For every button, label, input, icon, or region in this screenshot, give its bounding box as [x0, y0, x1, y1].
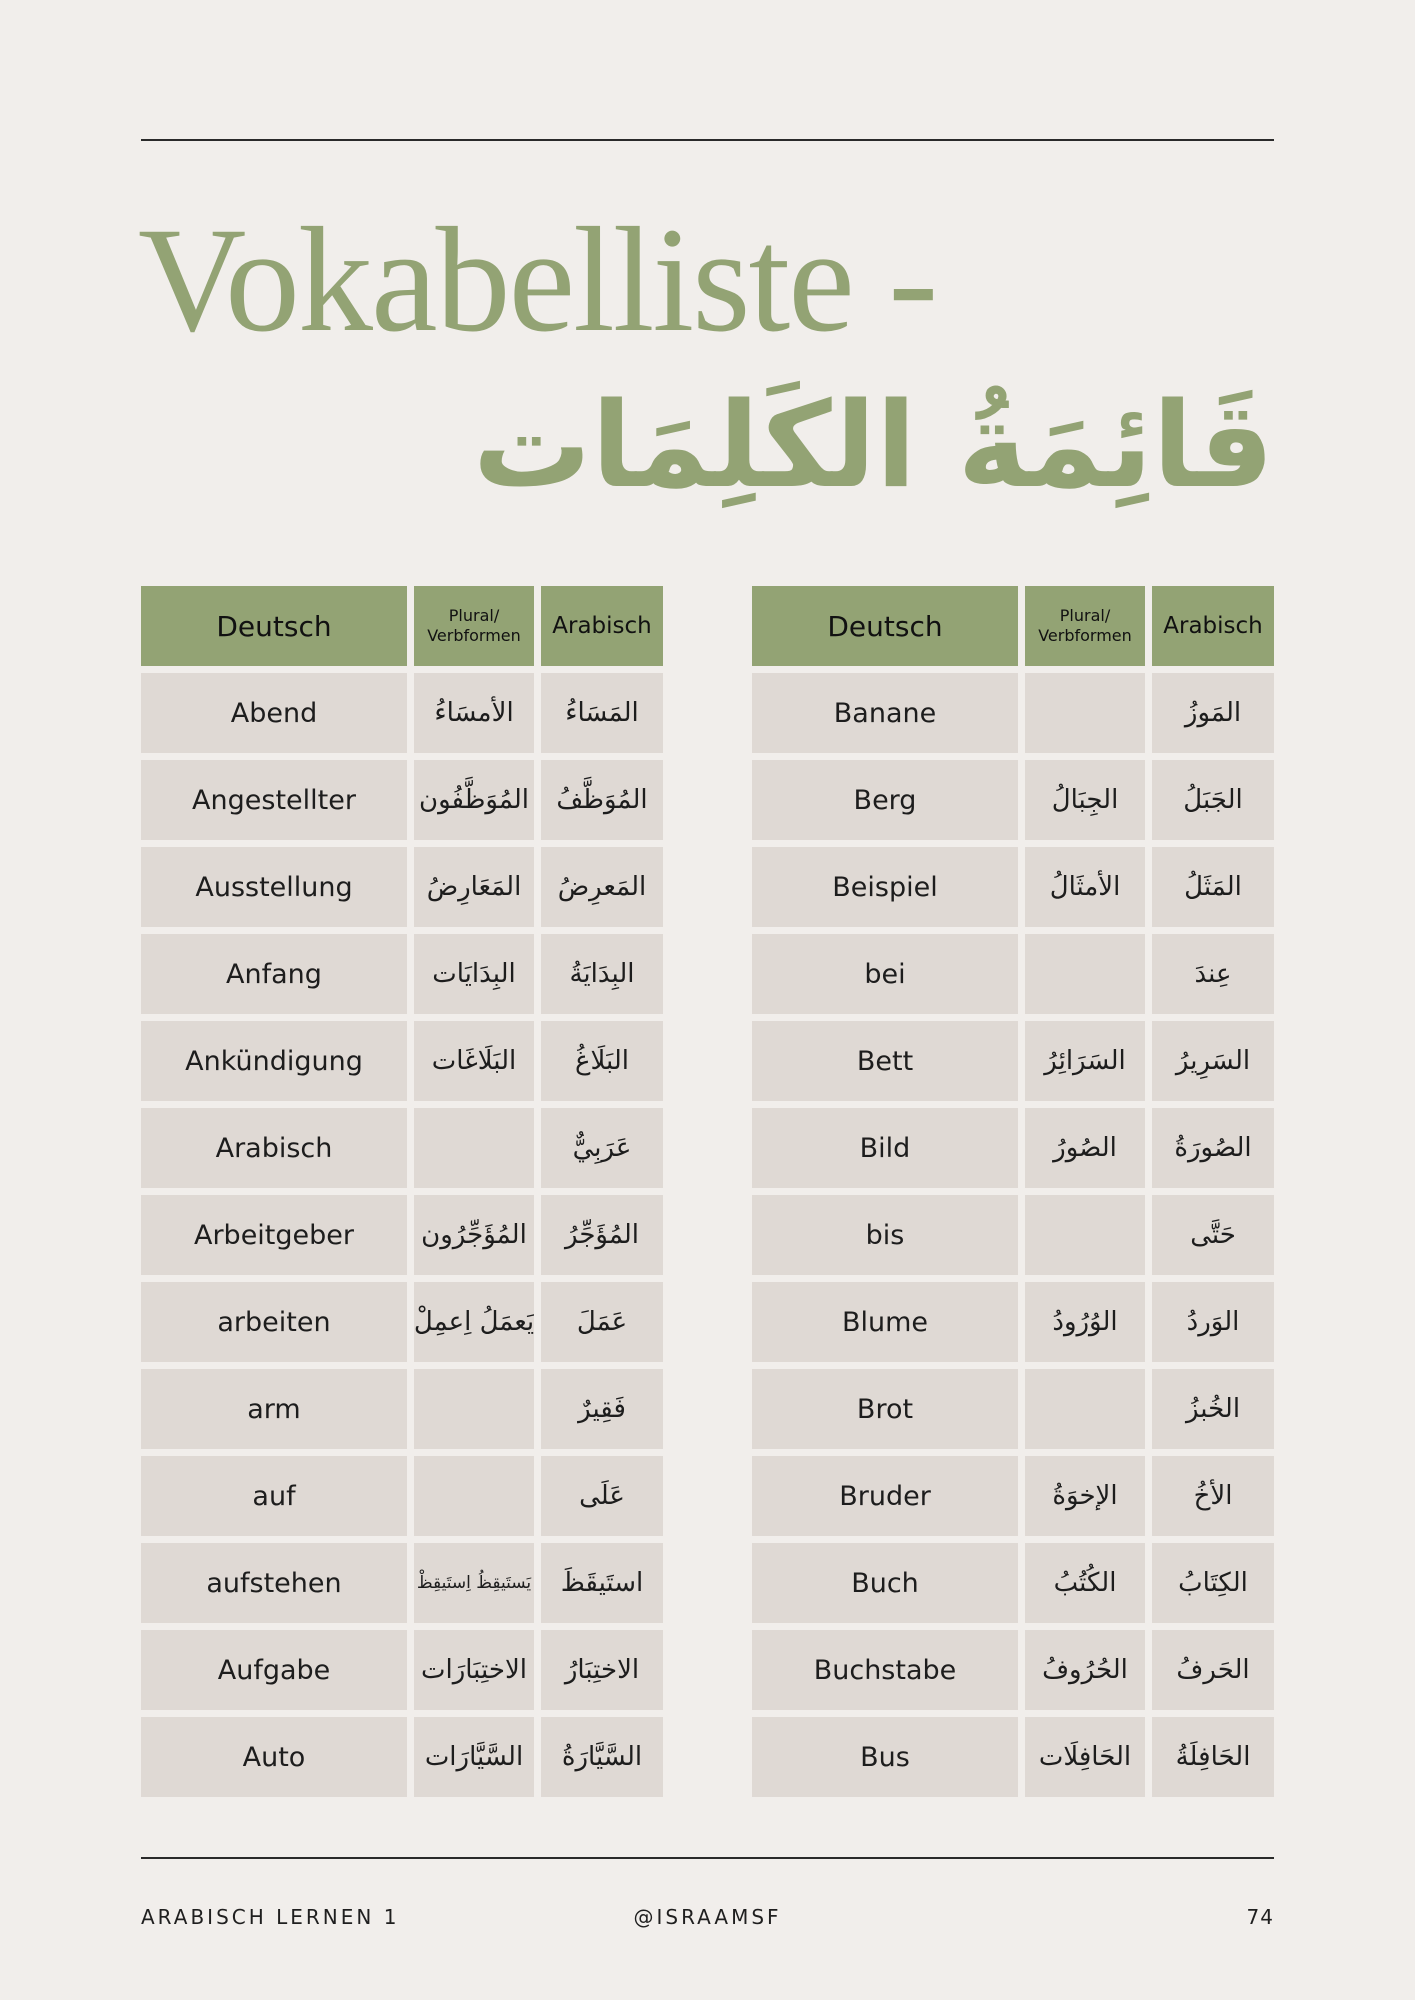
plural-cell: الجِبَالُ: [1025, 760, 1145, 840]
plural-cell: الإخوَةُ: [1025, 1456, 1145, 1536]
footer-handle: @ISRAAMSF: [633, 1905, 782, 1929]
plural-cell: السَّيَّارَات: [414, 1717, 534, 1797]
arabic-word-cell: الأخُ: [1152, 1456, 1274, 1536]
arabic-word-cell: الصُورَةُ: [1152, 1108, 1274, 1188]
german-word-cell: arm: [141, 1369, 407, 1449]
german-word-cell: Bus: [752, 1717, 1018, 1797]
plural-cell: الأمسَاءُ: [414, 673, 534, 753]
german-word-cell: bei: [752, 934, 1018, 1014]
german-word-cell: Arbeitgeber: [141, 1195, 407, 1275]
arabic-word-cell: المَعرِضُ: [541, 847, 663, 927]
vocab-table-left: [141, 586, 663, 1797]
german-word-cell: arbeiten: [141, 1282, 407, 1362]
arabic-word-cell: السَرِيرُ: [1152, 1021, 1274, 1101]
header-plural-label: Plural/ Verbformen: [1038, 606, 1132, 645]
german-word-cell: Ausstellung: [141, 847, 407, 927]
german-word-cell: Auto: [141, 1717, 407, 1797]
page-number: 74: [1246, 1905, 1274, 1929]
page-title-german: Vokabelliste -: [138, 197, 937, 363]
header-plural: [1025, 586, 1145, 666]
bottom-divider: [141, 1857, 1274, 1859]
arabic-word-cell: الاختِبَارُ: [541, 1630, 663, 1710]
plural-cell: البِدَايَات: [414, 934, 534, 1014]
plural-cell: السَرَائِرُ: [1025, 1021, 1145, 1101]
german-word-cell: auf: [141, 1456, 407, 1536]
german-word-cell: Angestellter: [141, 760, 407, 840]
german-word-cell: Buchstabe: [752, 1630, 1018, 1710]
arabic-word-cell: البَلَاغُ: [541, 1021, 663, 1101]
arabic-word-cell: استَيقَظَ: [541, 1543, 663, 1623]
arabic-word-cell: الحَافِلَةُ: [1152, 1717, 1274, 1797]
arabic-word-cell: البِدَايَةُ: [541, 934, 663, 1014]
german-word-cell: Bild: [752, 1108, 1018, 1188]
vocab-table-right: [752, 586, 1274, 1797]
top-divider: [141, 139, 1274, 141]
german-word-cell: Aufgabe: [141, 1630, 407, 1710]
plural-cell: [1025, 673, 1145, 753]
arabic-word-cell: حَتَّى: [1152, 1195, 1274, 1275]
plural-cell: المُؤَجِّرُون: [414, 1195, 534, 1275]
arabic-word-cell: عَرَبِيٌّ: [541, 1108, 663, 1188]
arabic-word-cell: الحَرفُ: [1152, 1630, 1274, 1710]
plural-cell: الأمثَالُ: [1025, 847, 1145, 927]
header-arabic: Arabisch: [1152, 586, 1274, 666]
german-word-cell: Anfang: [141, 934, 407, 1014]
arabic-word-cell: الكِتَابُ: [1152, 1543, 1274, 1623]
header-plural-label: Plural/ Verbformen: [427, 606, 521, 645]
german-word-cell: Arabisch: [141, 1108, 407, 1188]
german-word-cell: Blume: [752, 1282, 1018, 1362]
arabic-word-cell: الجَبَلُ: [1152, 760, 1274, 840]
plural-cell: الوُرُودُ: [1025, 1282, 1145, 1362]
german-word-cell: Brot: [752, 1369, 1018, 1449]
arabic-word-cell: الخُبزُ: [1152, 1369, 1274, 1449]
plural-cell: [1025, 934, 1145, 1014]
german-word-cell: Beispiel: [752, 847, 1018, 927]
german-word-cell: Ankündigung: [141, 1021, 407, 1101]
plural-cell: [1025, 1369, 1145, 1449]
german-word-cell: Banane: [752, 673, 1018, 753]
arabic-word-cell: المَوزُ: [1152, 673, 1274, 753]
german-word-cell: Bett: [752, 1021, 1018, 1101]
header-german: Deutsch: [141, 586, 407, 666]
plural-cell: الكُتُبُ: [1025, 1543, 1145, 1623]
plural-cell: البَلَاغَات: [414, 1021, 534, 1101]
plural-cell: [414, 1369, 534, 1449]
arabic-word-cell: الوَردُ: [1152, 1282, 1274, 1362]
arabic-word-cell: المَسَاءُ: [541, 673, 663, 753]
german-word-cell: aufstehen: [141, 1543, 407, 1623]
arabic-word-cell: المُوَظَّفُ: [541, 760, 663, 840]
arabic-word-cell: عَلَى: [541, 1456, 663, 1536]
header-plural: [414, 586, 534, 666]
arabic-word-cell: المَثَلُ: [1152, 847, 1274, 927]
header-arabic: Arabisch: [541, 586, 663, 666]
german-word-cell: Berg: [752, 760, 1018, 840]
arabic-word-cell: عَمَلَ: [541, 1282, 663, 1362]
footer-book-title: ARABISCH LERNEN 1: [141, 1905, 400, 1929]
plural-cell: المَعَارِضُ: [414, 847, 534, 927]
german-word-cell: Abend: [141, 673, 407, 753]
plural-cell: يَعمَلُ اِعمِلْ: [414, 1282, 534, 1362]
german-word-cell: bis: [752, 1195, 1018, 1275]
arabic-word-cell: المُؤَجِّرُ: [541, 1195, 663, 1275]
plural-cell: المُوَظَّفُون: [414, 760, 534, 840]
arabic-word-cell: عِندَ: [1152, 934, 1274, 1014]
header-german: Deutsch: [752, 586, 1018, 666]
arabic-word-cell: فَقِيرٌ: [541, 1369, 663, 1449]
plural-cell: [414, 1108, 534, 1188]
plural-cell: [414, 1456, 534, 1536]
plural-cell: الحَافِلَات: [1025, 1717, 1145, 1797]
plural-cell: الصُورُ: [1025, 1108, 1145, 1188]
plural-cell: الاختِبَارَات: [414, 1630, 534, 1710]
german-word-cell: Buch: [752, 1543, 1018, 1623]
plural-cell: [1025, 1195, 1145, 1275]
page-title-arabic: قَائِمَةُ الكَلِمَات: [472, 376, 1274, 514]
plural-cell: يَستَيقِظُ اِستَيقِظْ: [414, 1543, 534, 1623]
plural-cell: الحُرُوفُ: [1025, 1630, 1145, 1710]
arabic-word-cell: السَّيَّارَةُ: [541, 1717, 663, 1797]
german-word-cell: Bruder: [752, 1456, 1018, 1536]
